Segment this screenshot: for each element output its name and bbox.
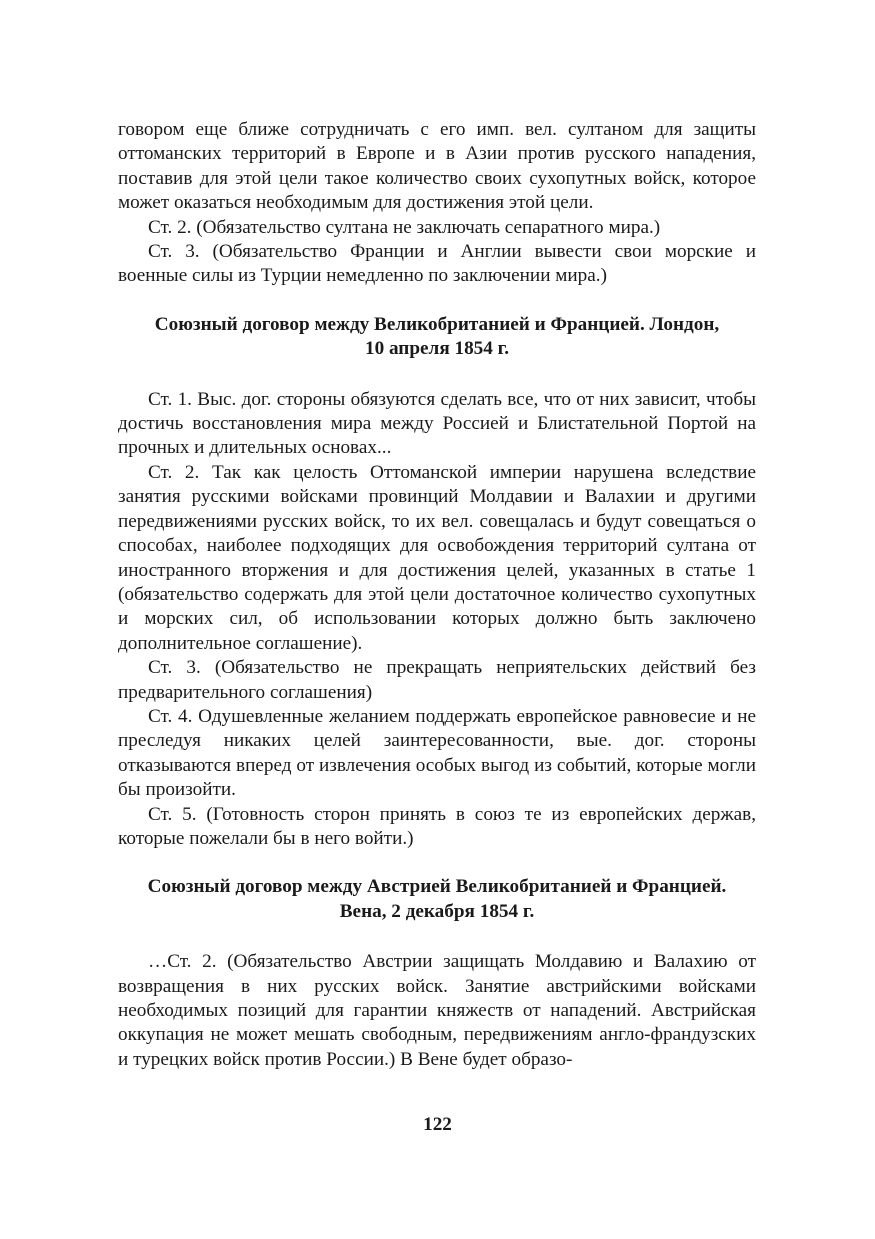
- heading-london-line1: Союзный договор между Великобританией и Францией. Лондон,: [154, 313, 720, 335]
- paragraph-article-3: Ст. 3. (Обязательство Франции и Англии вывести свои морские и военные силы из Турции немедленно по заключении мира.): [118, 241, 756, 287]
- heading-vienna-treaty: [118, 875, 756, 924]
- page-body: [118, 118, 756, 1072]
- paragraph-continuation: говором еще ближе сотрудничать с его имп. вел. султаном для защиты оттоманских территорий в Европе и в Азии против русского нападения, поставив для этой цели такое количество своих сухопутных войск, которое может оказаться необходимым для достижения этой цели.: [118, 119, 756, 214]
- london-article-2: Ст. 2. Так как целость Оттоманской империи нарушена вследствие занятия русскими войсками провинций Молдавии и Валахии и другими передвижениями русских войск, то их вел. совещалась и будут совещаться о способах, наиболее подходящих для освобождения территорий султана от иностранного вторжения и для достижения целей, указанных в статье 1 (обязательство содержать для этой цели достаточное количество сухопутных и морских сил, об использовании которых должно быть заключено дополнительное соглашение).: [118, 461, 756, 654]
- london-article-1: Ст. 1. Выс. дог. стороны обязуются сделать все, что от них зависит, чтобы достичь восстановления мира между Россией и Блистательной Портой на прочных и длительных основах...: [118, 388, 756, 459]
- spacer: [118, 851, 756, 875]
- heading-london-line2: 10 апреля 1854 г.: [364, 338, 510, 360]
- spacer: [118, 362, 756, 388]
- spacer: [118, 289, 756, 313]
- london-article-3: Ст. 3. (Обязательство не прекращать неприятельских действий без предварительного соглашения): [118, 657, 756, 703]
- spacer: [118, 924, 756, 950]
- paragraph-article-2: Ст. 2. (Обязательство султана не заключать сепаратного мира.): [148, 216, 661, 238]
- vienna-article-2: …Ст. 2. (Обязательство Австрии защищать Молдавию и Валахию от возвращения в них русских войск. Занятие австрийскими войсками необходимых позиций для гарантии княжеств от нападений. Австрийская оккупация не может мешать свободным, передвижениям англо-франдузских и турецких войск против России.) В Вене будет образо-: [118, 951, 756, 1070]
- heading-vienna-line2: Вена, 2 декабря 1854 г.: [339, 900, 535, 922]
- london-article-4: Ст. 4. Одушевленные желанием поддержать европейское равновесие и не преследуя никаких целей заинтересованности, вые. дог. стороны отказываются вперед от извлечения особых выгод из событий, которые могли бы произойти.: [118, 705, 756, 801]
- page-number: 122: [423, 1114, 452, 1135]
- heading-london-treaty: [118, 313, 756, 362]
- heading-vienna-line1: Союзный договор между Австрией Великобританией и Францией.: [147, 876, 727, 898]
- london-article-5: Ст. 5. (Готовность сторон принять в союз те из европейских держав, которые пожелали бы в него войти.): [118, 803, 756, 849]
